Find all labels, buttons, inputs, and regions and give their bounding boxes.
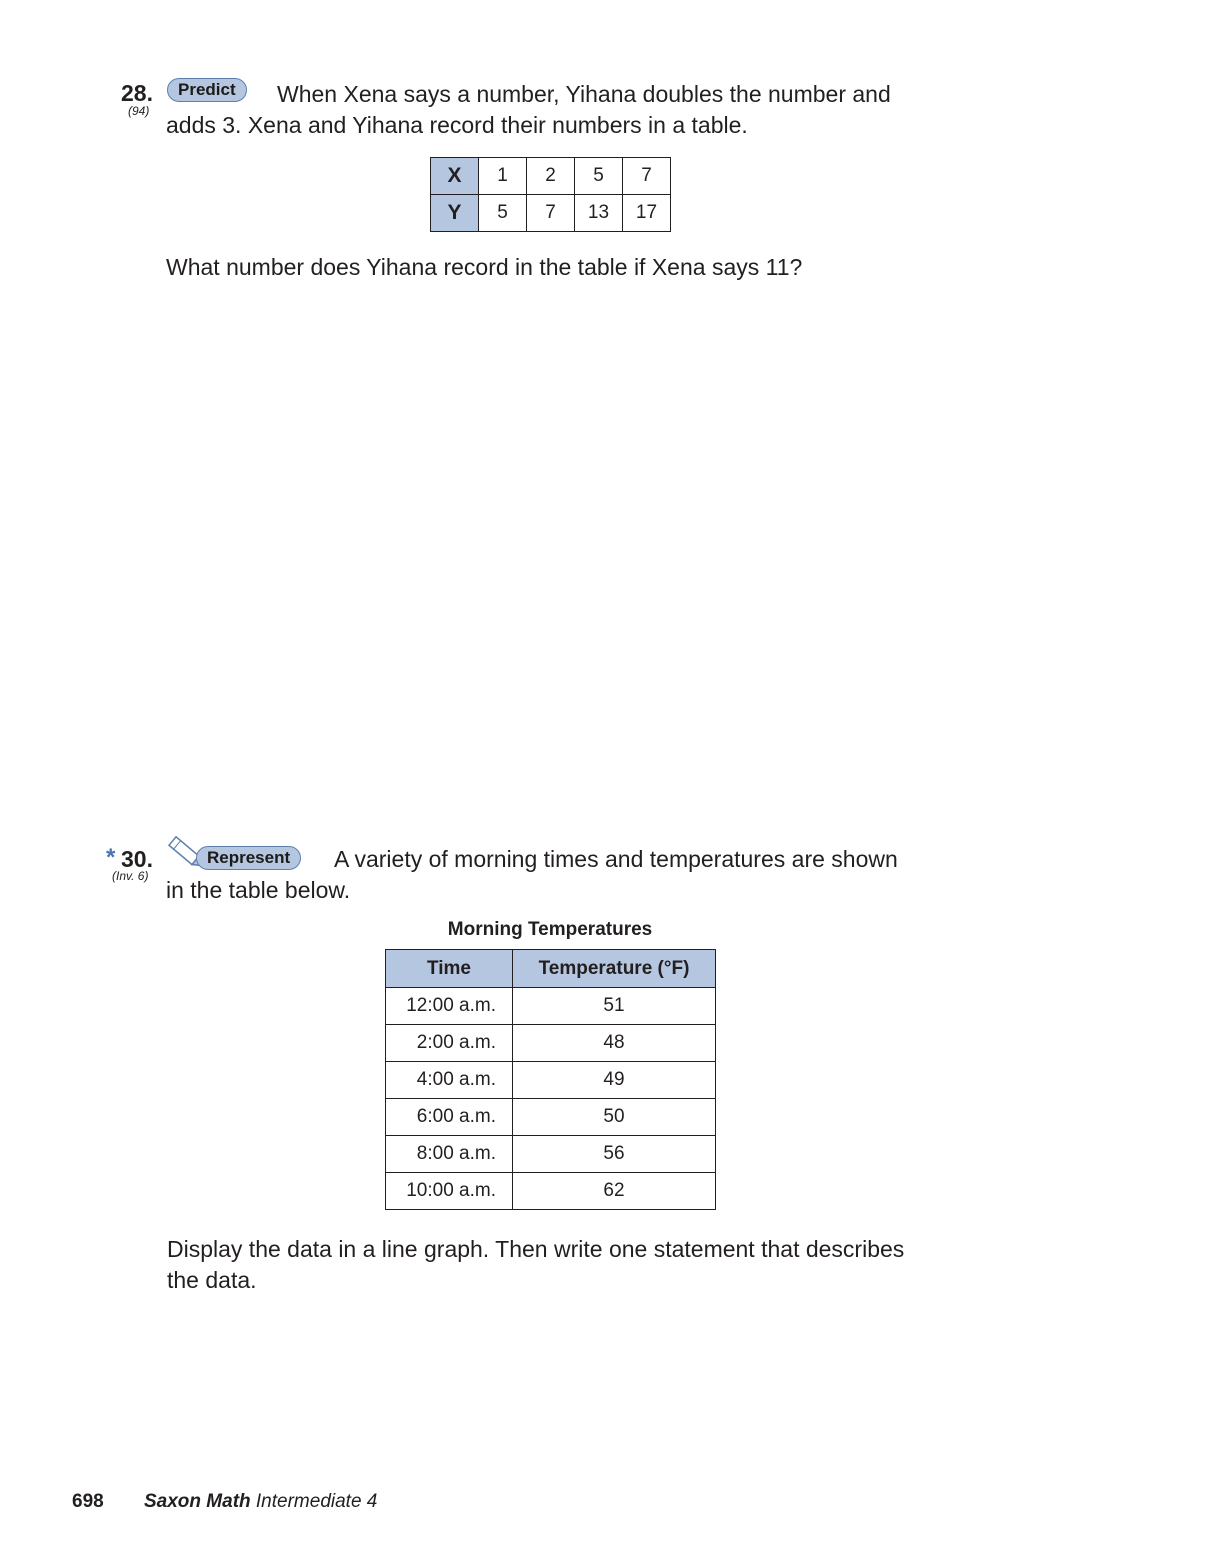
table-row bbox=[386, 988, 716, 1025]
problem-number: 30. bbox=[121, 846, 153, 872]
table-row bbox=[386, 1025, 716, 1062]
table-title: Morning Temperatures bbox=[447, 919, 653, 940]
table-cell: 17 bbox=[623, 195, 671, 232]
book-title bbox=[144, 1491, 377, 1513]
book-title-bold: Saxon Math bbox=[144, 1491, 251, 1512]
problem-text-line: When Xena says a number, Yihana doubles the number and bbox=[277, 81, 891, 107]
star-marker: * bbox=[106, 844, 116, 871]
book-title-rest: Intermediate 4 bbox=[250, 1491, 378, 1512]
table-row bbox=[386, 1062, 716, 1099]
table-cell: 7 bbox=[527, 195, 575, 232]
column-header: Time bbox=[386, 950, 513, 988]
time-cell: 4:00 a.m. bbox=[386, 1062, 513, 1099]
time-cell: 8:00 a.m. bbox=[386, 1136, 513, 1173]
temperature-cell: 56 bbox=[513, 1136, 716, 1173]
temperature-cell: 51 bbox=[513, 988, 716, 1025]
lesson-reference: (Inv. 6) bbox=[112, 869, 149, 883]
row-label: Y bbox=[431, 195, 479, 232]
table-cell: 1 bbox=[479, 158, 527, 195]
temperature-cell: 49 bbox=[513, 1062, 716, 1099]
table-row bbox=[386, 1136, 716, 1173]
page-number: 698 bbox=[72, 1491, 104, 1512]
column-header: Temperature (°F) bbox=[513, 950, 716, 988]
table-cell: 2 bbox=[527, 158, 575, 195]
temperature-cell: 48 bbox=[513, 1025, 716, 1062]
table-header-row bbox=[386, 950, 716, 988]
table-row bbox=[431, 158, 671, 195]
time-cell: 2:00 a.m. bbox=[386, 1025, 513, 1062]
time-cell: 10:00 a.m. bbox=[386, 1173, 513, 1210]
problem-number: 28. bbox=[121, 80, 153, 106]
temperature-cell: 62 bbox=[513, 1173, 716, 1210]
predict-badge: Predict bbox=[167, 78, 247, 102]
xy-table bbox=[430, 157, 671, 232]
instruction-text: Display the data in a line graph. Then write one statement that describes bbox=[167, 1236, 905, 1262]
problem-text-line: A variety of morning times and temperatures are shown bbox=[334, 846, 898, 872]
represent-badge: Represent bbox=[196, 846, 301, 870]
table-cell: 13 bbox=[575, 195, 623, 232]
problem-text-line: in the table below. bbox=[166, 877, 351, 903]
question-text: What number does Yihana record in the table if Xena says 11? bbox=[166, 254, 803, 280]
table-cell: 5 bbox=[575, 158, 623, 195]
row-label: X bbox=[431, 158, 479, 195]
table-row bbox=[431, 195, 671, 232]
temperature-table bbox=[385, 949, 716, 1210]
instruction-text: the data. bbox=[167, 1267, 257, 1293]
lesson-reference: (94) bbox=[128, 104, 150, 118]
table-cell: 5 bbox=[479, 195, 527, 232]
problem-text-line: adds 3. Xena and Yihana record their numbers in a table. bbox=[166, 112, 748, 138]
temperature-cell: 50 bbox=[513, 1099, 716, 1136]
time-cell: 6:00 a.m. bbox=[386, 1099, 513, 1136]
table-row bbox=[386, 1099, 716, 1136]
table-row bbox=[386, 1173, 716, 1210]
table-cell: 7 bbox=[623, 158, 671, 195]
time-cell: 12:00 a.m. bbox=[386, 988, 513, 1025]
